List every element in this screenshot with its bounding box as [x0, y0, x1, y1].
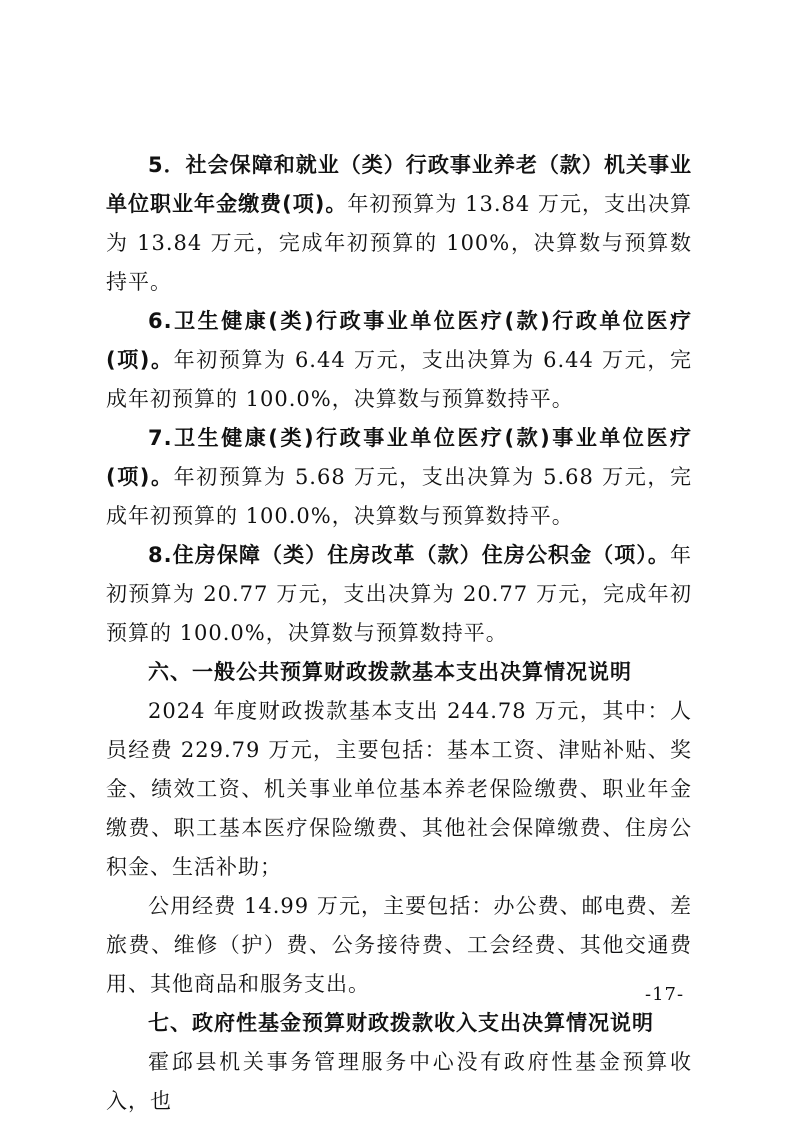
page-content — [106, 146, 692, 1121]
item-5-body: 年初预算为 13.84 万元，支出决算为 13.84 万元，完成年初预算的 100%，决算数与预算数持平。 — [106, 192, 692, 294]
page-number: -17- — [645, 984, 685, 1005]
item-6-title: 6.卫生健康(类)行政事业单位医疗(款)行政单位医疗(项)。 — [106, 309, 692, 372]
item-7-title: 7.卫生健康(类)行政事业单位医疗(款)事业单位医疗(项)。 — [106, 426, 692, 489]
section-6-paragraph-1: 2024 年度财政拨款基本支出 244.78 万元，其中：人员经费 229.79 万元，主要包括：基本工资、津贴补贴、奖金、绩效工资、机关事业单位基本养老保险缴费、职业年金缴费、职工基本医疗保险缴费、其他社会保障缴费、住房公积金、生活补助； — [106, 699, 692, 879]
section-6-heading: 六、一般公共预算财政拨款基本支出决算情况说明 — [148, 660, 632, 684]
item-8-title: 8.住房保障（类）住房改革（款）住房公积金（项）。 — [148, 543, 670, 567]
paragraph-item-7 — [106, 419, 692, 536]
section-6-paragraph-2: 公用经费 14.99 万元，主要包括：办公费、邮电费、差旅费、维修（护）费、公务接待费、工会经费、其他交通费用、其他商品和服务支出。 — [106, 894, 692, 996]
paragraph-item-6 — [106, 302, 692, 419]
section-7-paragraph-1: 霍邱县机关事务管理服务中心没有政府性基金预算收入，也 — [106, 1050, 692, 1113]
item-5-title: 5．社会保障和就业（类）行政事业养老（款）机关事业单位职业年金缴费(项)。 — [106, 153, 692, 216]
paragraph-item-5 — [106, 146, 692, 302]
section-7-heading: 七、政府性基金预算财政拨款收入支出决算情况说明 — [148, 1011, 654, 1035]
item-7-body: 年初预算为 5.68 万元，支出决算为 5.68 万元，完成年初预算的 100.0%，决算数与预算数持平。 — [106, 465, 692, 528]
item-8-body: 年初预算为 20.77 万元，支出决算为 20.77 万元，完成年初预算的 100.0%，决算数与预算数持平。 — [106, 543, 692, 645]
paragraph-item-8 — [106, 536, 692, 653]
item-6-body: 年初预算为 6.44 万元，支出决算为 6.44 万元，完成年初预算的 100.0%，决算数与预算数持平。 — [106, 348, 692, 411]
